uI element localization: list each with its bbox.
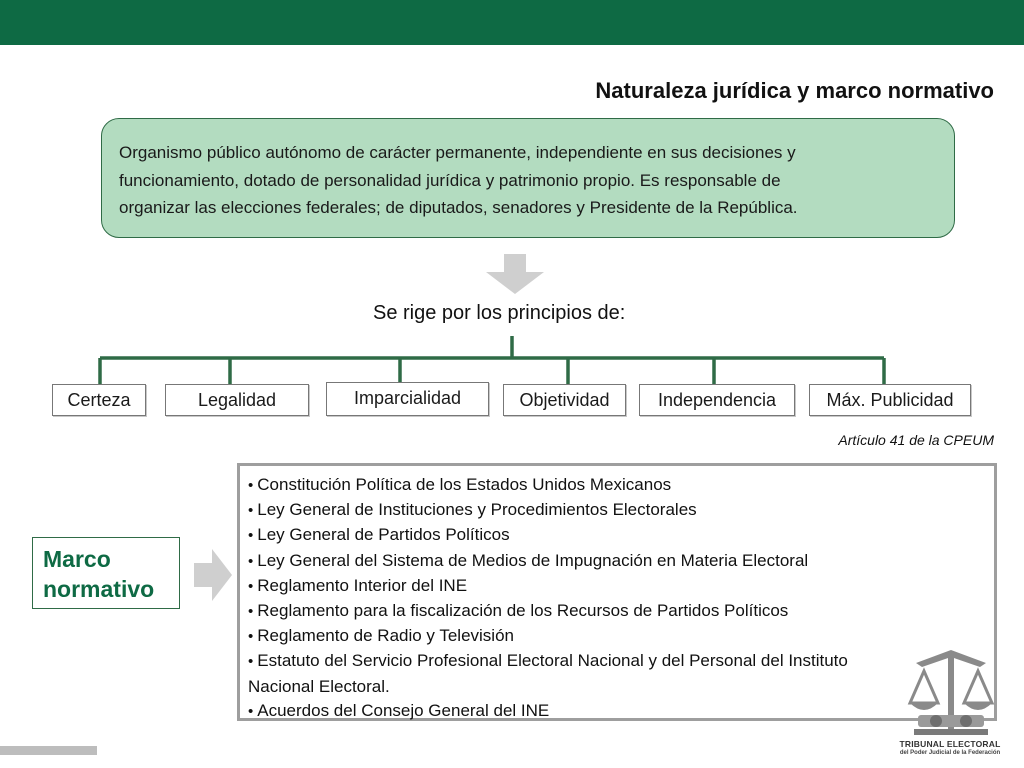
- marco-title-line: Marco: [43, 546, 111, 572]
- principles-label: Se rige por los principios de:: [373, 302, 626, 324]
- article-reference: Artículo 41 de la CPEUM: [838, 432, 994, 448]
- bullet: •: [248, 527, 254, 545]
- list-item-text: Nacional Electoral.: [248, 676, 390, 696]
- principle-label: Objetividad: [519, 389, 610, 410]
- definition-line: organizar las elecciones federales; de diputados, senadores y Presidente de la República.: [119, 198, 798, 217]
- principle-label: Certeza: [67, 389, 131, 410]
- list-item-text: Reglamento Interior del INE: [257, 575, 468, 595]
- list-item: [248, 523, 994, 548]
- principle-legalidad: [165, 384, 309, 416]
- list-item: [248, 549, 994, 574]
- list-item-text: Ley General de Instituciones y Procedimientos Electorales: [257, 500, 697, 520]
- list-item: [248, 699, 994, 724]
- principle-label: Independencia: [657, 389, 777, 410]
- principle-max-publicidad: [809, 384, 971, 416]
- list-item-text: Ley General del Sistema de Medios de Impugnación en Materia Electoral: [257, 550, 809, 570]
- principle-certeza: [52, 384, 146, 416]
- bullet: •: [248, 653, 254, 671]
- list-item-text: Reglamento para la fiscalización de los Recursos de Partidos Políticos: [257, 601, 789, 621]
- bullet: •: [248, 477, 254, 494]
- list-item: [248, 498, 994, 523]
- logo-name: TRIBUNAL ELECTORAL: [899, 739, 1001, 749]
- footer-accent-bar: [0, 746, 97, 755]
- list-item-text: Acuerdos del Consejo General del INE: [257, 700, 550, 720]
- bullet: •: [248, 702, 254, 720]
- principle-independencia: [639, 384, 795, 416]
- principle-objetividad: [503, 384, 626, 416]
- list-item-text: Estatuto del Servicio Profesional Electoral Nacional y del Personal del Instituto: [257, 651, 848, 671]
- marco-title-line: normativo: [43, 576, 155, 602]
- bullet: •: [248, 603, 254, 621]
- logo-subtitle: del Poder Judicial de la Federación: [899, 750, 1001, 756]
- marco-normativo-box: [32, 537, 180, 609]
- principle-imparcialidad: [326, 382, 489, 416]
- list-item-text: Ley General de Partidos Políticos: [257, 525, 510, 545]
- bullet: •: [248, 628, 254, 646]
- list-item: [248, 599, 994, 624]
- bullet: •: [248, 577, 254, 595]
- principle-label: Máx. Publicidad: [826, 389, 954, 410]
- principle-label: Imparcialidad: [353, 388, 462, 408]
- list-item-text: Reglamento de Radio y Televisión: [257, 626, 514, 646]
- bullet: •: [248, 552, 254, 570]
- slide-title: Naturaleza jurídica y marco normativo: [595, 78, 994, 103]
- list-item: [248, 624, 994, 649]
- list-item: [248, 574, 994, 599]
- arrow-right-icon: [194, 549, 232, 601]
- legal-framework-list: [237, 463, 997, 721]
- list-item: [248, 649, 994, 674]
- list-item-continuation: [248, 675, 994, 699]
- bullet: •: [248, 502, 254, 520]
- list-item-text: Constitución Política de los Estados Unidos Mexicanos: [257, 475, 672, 494]
- definition-line: funcionamiento, dotado de personalidad jurídica y patrimonio propio. Es responsable de: [119, 170, 781, 190]
- principle-label: Legalidad: [197, 389, 277, 410]
- definition-line: Organismo público autónomo de carácter permanente, independiente en sus decisiones y: [119, 143, 796, 162]
- list-item: [248, 473, 994, 498]
